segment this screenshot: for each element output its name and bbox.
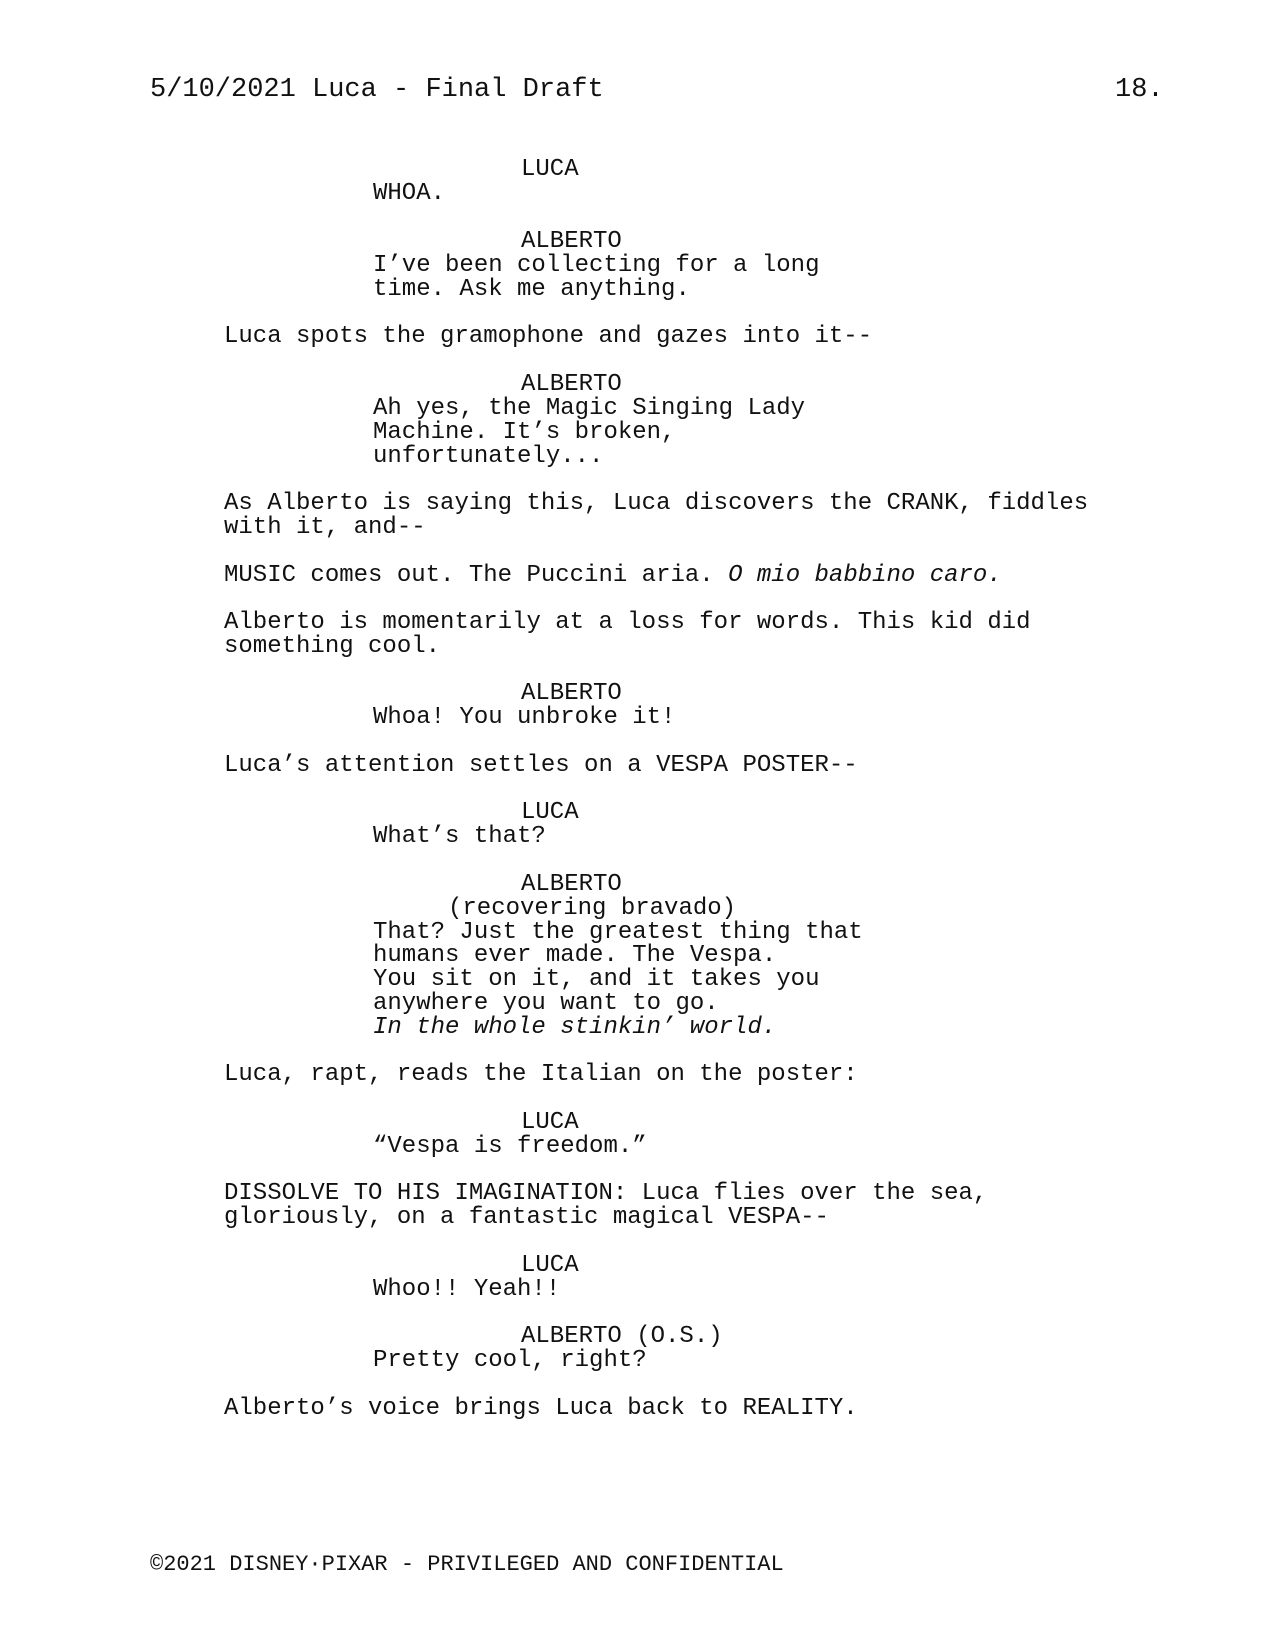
dialogue-line: WHOA.	[373, 180, 446, 207]
dialogue-line: Whoo!! Yeah!!	[373, 1276, 561, 1303]
action-line: Alberto is momentarily at a loss for words. This kid did	[224, 609, 1031, 636]
action-line: something cool.	[224, 633, 441, 660]
dialogue-line: unfortunately...	[373, 443, 604, 470]
dialogue-line: Pretty cool, right?	[373, 1347, 647, 1374]
character-cue: ALBERTO	[521, 871, 622, 898]
action-line: Luca spots the gramophone and gazes into it--	[224, 323, 873, 350]
character-cue: LUCA	[521, 799, 579, 826]
dialogue-line: time. Ask me anything.	[373, 276, 690, 303]
character-cue: LUCA	[521, 156, 579, 183]
dialogue-line-italic: In the whole stinkin’ world.	[373, 1014, 777, 1041]
dialogue-line: “Vespa is freedom.”	[373, 1133, 647, 1160]
dialogue-line: You sit on it, and it takes you	[373, 966, 820, 993]
page-header-title: 5/10/2021 Luca - Final Draft	[150, 75, 604, 105]
character-cue: ALBERTO	[521, 228, 622, 255]
character-cue: ALBERTO	[521, 680, 622, 707]
page-number: 18.	[1115, 75, 1164, 105]
action-line	[224, 563, 1002, 588]
dialogue-line: anywhere you want to go.	[373, 990, 719, 1017]
dialogue-line: Whoa! You unbroke it!	[373, 704, 676, 731]
parenthetical: (recovering bravado)	[448, 895, 737, 922]
action-line: Luca’s attention settles on a VESPA POSTER--	[224, 752, 858, 779]
dialogue-line: What’s that?	[373, 823, 546, 850]
action-line: As Alberto is saying this, Luca discovers the CRANK, fiddles	[224, 490, 1089, 517]
character-cue: ALBERTO (O.S.)	[521, 1323, 723, 1350]
action-text: MUSIC comes out. The Puccini aria.	[224, 562, 729, 589]
action-line: with it, and--	[224, 514, 426, 541]
character-cue: LUCA	[521, 1109, 579, 1136]
action-line: DISSOLVE TO HIS IMAGINATION: Luca flies over the sea,	[224, 1180, 988, 1207]
character-cue: ALBERTO	[521, 371, 622, 398]
action-line: Luca, rapt, reads the Italian on the poster:	[224, 1061, 858, 1088]
dialogue-line: humans ever made. The Vespa.	[373, 942, 777, 969]
action-line: Alberto’s voice brings Luca back to REALITY.	[224, 1395, 858, 1422]
aria-title-italic: O mio babbino caro.	[728, 562, 1002, 589]
character-cue: LUCA	[521, 1252, 579, 1279]
dialogue-line: I’ve been collecting for a long	[373, 252, 820, 279]
dialogue-line: Machine. It’s broken,	[373, 419, 676, 446]
action-line: gloriously, on a fantastic magical VESPA--	[224, 1204, 829, 1231]
dialogue-line: Ah yes, the Magic Singing Lady	[373, 395, 806, 422]
page-footer: ©2021 DISNEY·PIXAR - PRIVILEGED AND CONFIDENTIAL	[150, 1552, 784, 1577]
dialogue-line: That? Just the greatest thing that	[373, 919, 863, 946]
